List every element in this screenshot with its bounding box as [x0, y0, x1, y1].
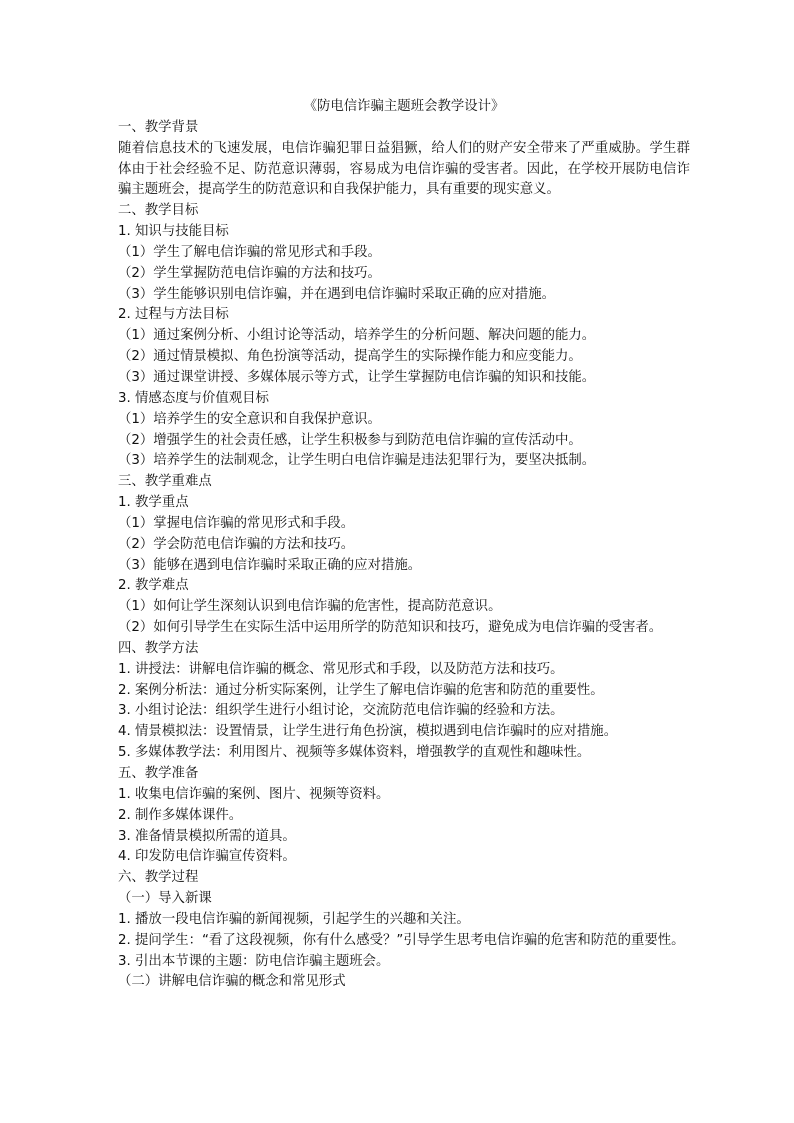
list-item: （1）如何让学生深刻认识到电信诈骗的危害性，提高防范意识。 [118, 599, 502, 615]
list-item: 3. 引出本节课的主题：防电信诈骗主题班会。 [118, 953, 390, 969]
list-item: （2）如何引导学生在实际生活中运用所学的防范知识和技巧，避免成为电信诈骗的受害者。 [118, 620, 663, 636]
section-teaching-process [118, 868, 690, 993]
list-item: （2）通过情景模拟、角色扮演等活动，提高学生的实际操作能力和应变能力。 [118, 349, 582, 365]
section-heading: 一、教学背景 [118, 119, 199, 135]
list-item: （2）学生掌握防范电信诈骗的方法和技巧。 [118, 265, 381, 281]
list-item: 2. 案例分析法：通过分析实际案例，让学生了解电信诈骗的危害和防范的重要性。 [118, 682, 604, 698]
list-item: 2. 制作多媒体课件。 [118, 807, 243, 823]
list-item: 2. 提问学生：“看了这段视频，你有什么感受？”引导学生思考电信诈骗的危害和防范的重要性。 [118, 932, 685, 948]
list-item: （3）培养学生的法制观念，让学生明白电信诈骗是违法犯罪行为，要坚决抵制。 [118, 453, 596, 469]
subsection-heading: 2. 教学难点 [118, 578, 189, 594]
list-item: （1）通过案例分析、小组讨论等活动，培养学生的分析问题、解决问题的能力。 [118, 328, 596, 344]
list-item: 1. 收集电信诈骗的案例、图片、视频等资料。 [118, 786, 390, 802]
section-heading: 四、教学方法 [118, 640, 199, 656]
list-item: 4. 印发防电信诈骗宣传资料。 [118, 849, 296, 865]
list-item: （2）学会防范电信诈骗的方法和技巧。 [118, 536, 355, 552]
subsection-heading: （一）导入新课 [118, 891, 212, 907]
subsection-heading: （二）讲解电信诈骗的概念和常见形式 [118, 974, 346, 990]
list-item: （1）学生了解电信诈骗的常见形式和手段。 [118, 244, 381, 260]
section-heading: 六、教学过程 [118, 870, 199, 886]
list-item: （1）培养学生的安全意识和自我保护意识。 [118, 411, 381, 427]
list-item: （2）增强学生的社会责任感，让学生积极参与到防范电信诈骗的宣传活动中。 [118, 432, 582, 448]
section-teaching-objectives [118, 201, 690, 472]
subsection-heading: 1. 教学重点 [118, 495, 189, 511]
list-item: （3）通过课堂讲授、多媒体展示等方式，让学生掌握防电信诈骗的知识和技能。 [118, 369, 596, 385]
list-item: 5. 多媒体教学法：利用图片、视频等多媒体资料，增强教学的直观性和趣味性。 [118, 745, 591, 761]
paragraph: 随着信息技术的飞速发展，电信诈骗犯罪日益猖獗，给人们的财产安全带来了严重威胁。学生群体由于社会经验不足、防范意识薄弱，容易成为电信诈骗的受害者。因此，在学校开展防电信诈骗主题班会，提高学生的防范意识和自我保护能力，具有重要的现实意义。 [118, 140, 690, 198]
list-item: （3）学生能够识别电信诈骗，并在遇到电信诈骗时采取正确的应对措施。 [118, 286, 556, 302]
list-item: 1. 播放一段电信诈骗的新闻视频，引起学生的兴趣和关注。 [118, 911, 470, 927]
list-item: 4. 情景模拟法：设置情景，让学生进行角色扮演，模拟遇到电信诈骗时的应对措施。 [118, 724, 618, 740]
list-item: 1. 讲授法：讲解电信诈骗的概念、常见形式和手段，以及防范方法和技巧。 [118, 661, 564, 677]
section-heading: 三、教学重难点 [118, 474, 212, 490]
list-item: 3. 准备情景模拟所需的道具。 [118, 828, 296, 844]
list-item: （3）能够在遇到电信诈骗时采取正确的应对措施。 [118, 557, 422, 573]
document-body [118, 97, 690, 993]
section-teaching-preparation [118, 764, 690, 868]
list-item: （1）掌握电信诈骗的常见形式和手段。 [118, 515, 355, 531]
section-heading: 五、教学准备 [118, 766, 199, 781]
section-teaching-methods [118, 639, 690, 764]
subsection-heading: 1. 知识与技能目标 [118, 224, 229, 240]
document-title: 《防电信诈骗主题班会教学设计》 [303, 99, 505, 114]
list-item: 3. 小组讨论法：组织学生进行小组讨论，交流防范电信诈骗的经验和方法。 [118, 703, 564, 719]
section-heading: 二、教学目标 [118, 203, 199, 219]
section-teaching-background [118, 118, 690, 201]
subsection-heading: 3. 情感态度与价值观目标 [118, 390, 269, 406]
subsection-heading: 2. 过程与方法目标 [118, 307, 229, 323]
section-key-difficult-points [118, 472, 690, 639]
